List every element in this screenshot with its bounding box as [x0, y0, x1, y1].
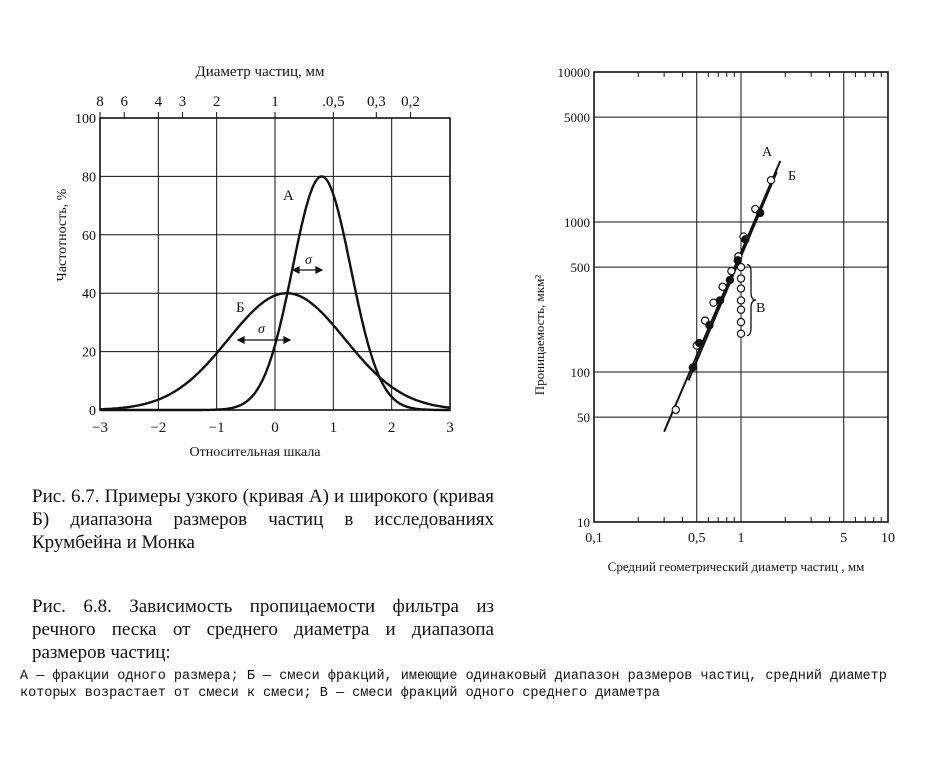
figure-6-7-caption: Рис. 6.7. Примеры узкого (кривая А) и широкого (кривая Б) диапазона размеров частиц в исследованиях Крумбейна и Монка — [32, 486, 494, 553]
y-tick-label: 500 — [570, 260, 590, 276]
grid — [100, 118, 450, 410]
group-v-label: В — [756, 301, 766, 316]
trend-lines — [664, 161, 780, 432]
data-point — [737, 264, 744, 271]
data-point — [737, 319, 744, 326]
y-tick-label: 10000 — [557, 65, 590, 80]
data-point — [719, 283, 726, 290]
figure-6-8-legend — [20, 668, 925, 702]
data-point — [716, 297, 723, 304]
top-tick-label: 3 — [178, 94, 187, 110]
data-point — [742, 236, 749, 243]
y-tick-label: 50 — [577, 410, 590, 426]
top-tick-label: .0,5 — [322, 94, 345, 110]
y-axis-ticks — [558, 65, 591, 530]
y-tick-label: 100 — [75, 112, 96, 127]
y-tick-label: 5000 — [564, 110, 590, 126]
top-tick-label: 0,3 — [366, 94, 386, 110]
line-a-label: А — [762, 145, 773, 160]
y-axis-ticks — [75, 112, 96, 419]
top-tick-label: 0,2 — [401, 94, 420, 110]
y-tick-label: 20 — [82, 345, 96, 361]
x-tick-label: 1 — [329, 420, 338, 436]
y-tick-label: 40 — [82, 287, 96, 303]
y-tick-label: 10 — [577, 515, 590, 530]
y-tick-label: 0 — [89, 404, 96, 419]
top-tick-label: 6 — [120, 94, 128, 110]
curve-b-label: Б — [236, 300, 245, 316]
x-axis-ticks — [585, 531, 895, 546]
x-tick-label: 0,5 — [687, 531, 706, 546]
curve-a-label: А — [283, 188, 294, 204]
x-tick-label: 2 — [387, 420, 396, 436]
y-axis-label: Частотность, % — [55, 188, 70, 282]
x-tick-label: 1 — [737, 531, 745, 546]
top-tick-label: 8 — [96, 94, 104, 110]
data-point — [737, 306, 744, 313]
data-point — [734, 257, 741, 264]
trend-line-А — [664, 161, 780, 432]
x-tick-label: 0,1 — [585, 531, 603, 546]
sigma-label-a: σ — [305, 253, 312, 268]
figure-6-8-caption: Рис. 6.8. Зависимость пропицаемости фильтра из речного песка от среднего диаметра и диапазопа размеров частиц: — [32, 596, 494, 663]
x-axis-label: Относительная шкала — [189, 445, 321, 460]
figure-6-7-chart — [0, 0, 470, 475]
data-point — [696, 339, 703, 346]
x-axis-ticks — [92, 420, 454, 436]
x-tick-label: −2 — [150, 420, 167, 436]
line-b-label: Б — [788, 169, 797, 184]
data-point — [706, 322, 713, 329]
y-tick-label: 60 — [82, 228, 96, 244]
x-tick-label: 3 — [446, 420, 454, 436]
data-point — [726, 276, 733, 283]
y-tick-label: 80 — [82, 170, 96, 186]
top-tick-label: 4 — [154, 94, 163, 110]
data-point — [757, 209, 764, 216]
x-axis-label: Средний геометрический диаметр частиц , мм — [607, 559, 865, 574]
brace-v — [747, 265, 756, 336]
top-axis-ticks — [96, 94, 420, 118]
x-tick-label: −3 — [92, 420, 108, 436]
top-tick-label: 1 — [271, 94, 279, 110]
data-point — [767, 177, 774, 184]
data-point — [737, 275, 744, 282]
y-tick-label: 1000 — [564, 215, 590, 230]
trend-line-Б — [689, 172, 777, 380]
legend-text: А — фракции одного размера; Б — смеси фракций, имеющие одинаковый диапазон размеров частиц, средний диаметр которых возрастает от смеси к смеси; В — смеси фракций одного среднего диаметра — [20, 669, 895, 701]
data-point — [737, 330, 744, 337]
sigma-marker-b — [238, 337, 290, 343]
y-axis-label: Проницаемость, мкм² — [532, 274, 547, 396]
x-tick-label: 10 — [881, 531, 895, 546]
data-point — [737, 297, 744, 304]
x-tick-label: 5 — [840, 531, 848, 546]
top-axis-title: Диаметр частиц, мм — [195, 64, 325, 80]
x-tick-label: −1 — [208, 420, 225, 436]
top-tick-label: 2 — [212, 94, 221, 110]
data-point — [689, 364, 696, 371]
data-point — [737, 285, 744, 292]
data-point — [672, 406, 679, 413]
data-point — [728, 268, 735, 275]
y-tick-label: 100 — [570, 365, 590, 380]
sigma-label-b: σ — [258, 322, 265, 337]
x-tick-label: 0 — [271, 420, 279, 436]
